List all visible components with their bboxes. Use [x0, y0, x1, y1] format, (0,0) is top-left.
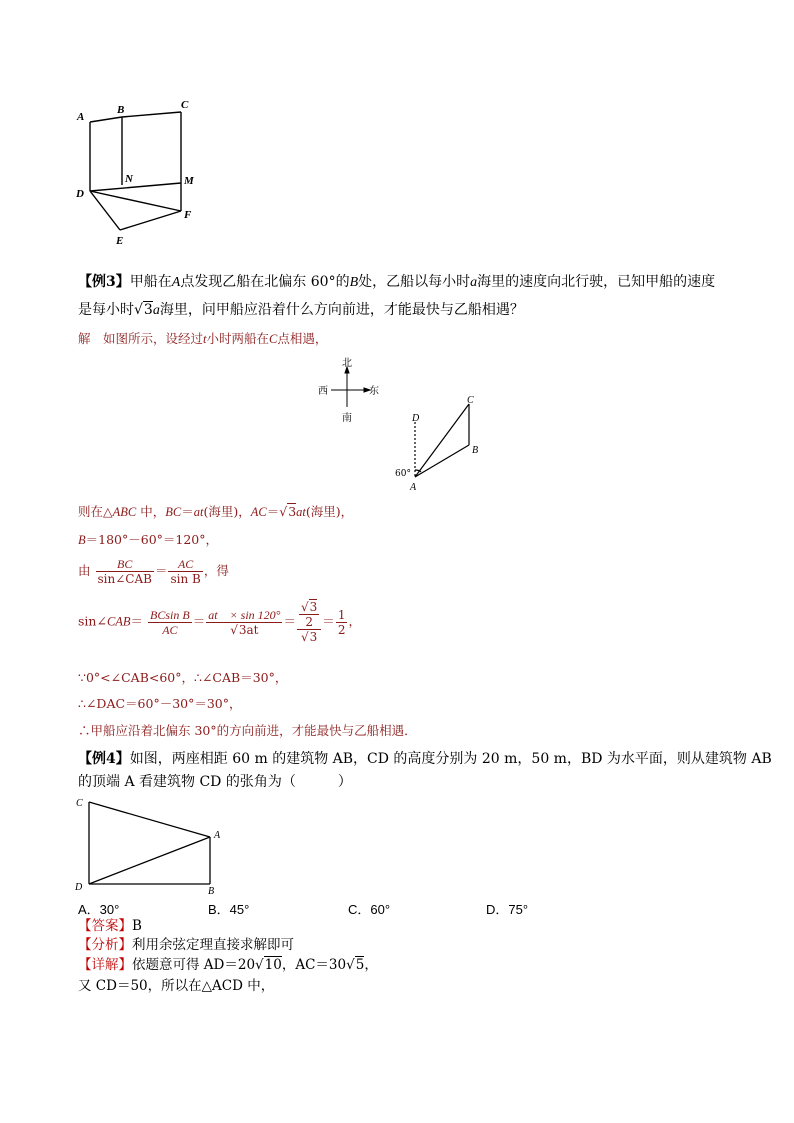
label-a: A [77, 111, 85, 123]
figure-buildings [72, 792, 232, 896]
label-d: D [412, 413, 420, 424]
edge-ab [415, 445, 469, 477]
option-a: A．30° [78, 902, 120, 917]
solution-line7: ∴甲船应沿着北偏东 30°的方向前进，才能最快与乙船相遇． [78, 723, 417, 738]
example4-question-line1: 【例4】如图，两座相距 60 m 的建筑物 AB，CD 的高度分别为 20 m，50 m，BD 为水平面，则从建筑物 AB [78, 751, 772, 767]
label-a: A [410, 482, 417, 493]
detail-tag: 【详解】 [78, 957, 132, 973]
angle-label: 60° [395, 469, 411, 479]
solution-line4: sin∠CAB＝ $\frac{\text{BCsin B}}{AC}$ ＝ $\frac{at \times \sin 120^\circ}{√3at}$ ＝ $\frac{\frac{√3}{2}}{√3}$ ＝ $\frac{1}{2}$ ， [78, 600, 361, 644]
solution-line2: B＝180°－60°＝120°， [78, 532, 219, 547]
edge-ef [120, 211, 181, 230]
detail-line2: 又 CD＝50，所以在△ACD 中， [78, 978, 275, 994]
compass-diagram [312, 355, 384, 425]
example3-question-line2: 是每小时√3a海里，问甲船应沿着什么方向前进，才能最快与乙船相遇？ [78, 302, 524, 318]
solution-intro: 解 如图所示，设经过t小时两船在C点相遇， [78, 331, 328, 346]
label-b: B [117, 104, 125, 116]
compass-north: 北 [342, 358, 352, 369]
option-b: B．45° [208, 902, 250, 917]
option-c: C．60° [348, 902, 391, 917]
label-n: N [125, 173, 133, 185]
line-da [89, 837, 210, 884]
answer-tag: 【答案】 [78, 918, 132, 934]
figure-prism [70, 95, 210, 255]
solution-line3: 由 $\frac{BC}{\text{sin∠CAB}}$ ＝ $\frac{AC}{\text{sin B}}$ ，得 [78, 557, 229, 586]
label-d: D [76, 188, 84, 200]
example4-question-line2: 的顶端 A 看建筑物 CD 的张角为（ ） [78, 774, 352, 790]
answer-line [78, 916, 142, 936]
edge-bc [122, 112, 181, 117]
edge-ac [415, 404, 469, 477]
label-m: M [184, 175, 194, 187]
solution-line6: ∴∠DAC＝60°－30°＝30°， [78, 696, 242, 711]
answer-options [78, 899, 578, 917]
analysis-line: 【分析】利用余弦定理直接求解即可 [78, 937, 294, 953]
line-ca [89, 802, 210, 837]
label-f: F [184, 209, 192, 221]
option-d: D．75° [486, 902, 529, 917]
label-c: C [76, 798, 83, 809]
label-e: E [116, 235, 124, 247]
analysis-tag: 【分析】 [78, 937, 132, 953]
edge-dm [90, 183, 181, 191]
solution-line1: 则在△ABC 中，BC＝at(海里)，AC＝√3at(海里)， [78, 504, 354, 519]
label-c: C [467, 395, 474, 406]
figure-triangle-abc [390, 392, 490, 494]
compass-east: 东 [369, 386, 379, 397]
compass-south: 南 [342, 413, 352, 424]
detail-line1: 【详解】依题意可得 AD＝20√10，AC＝30√5， [78, 957, 378, 973]
label-a: A [214, 830, 221, 841]
label-c: C [181, 99, 189, 111]
label-b: B [208, 886, 215, 896]
label-d: D [75, 882, 83, 893]
edge-ab [90, 117, 122, 122]
solution-line5: ∵0°<∠CAB<60°，∴∠CAB＝30°， [78, 670, 288, 685]
compass-west: 西 [318, 386, 328, 397]
example3-tag: 【例3】 [78, 274, 130, 290]
answer-value: B [132, 918, 142, 934]
example4-tag: 【例4】 [78, 751, 130, 767]
label-b: B [472, 445, 479, 456]
example3-question-line1: 【例3】甲船在A点发现乙船在北偏东 60°的B处，乙船以每小时a海里的速度向北行驶，已知甲船的速度 [78, 274, 716, 290]
